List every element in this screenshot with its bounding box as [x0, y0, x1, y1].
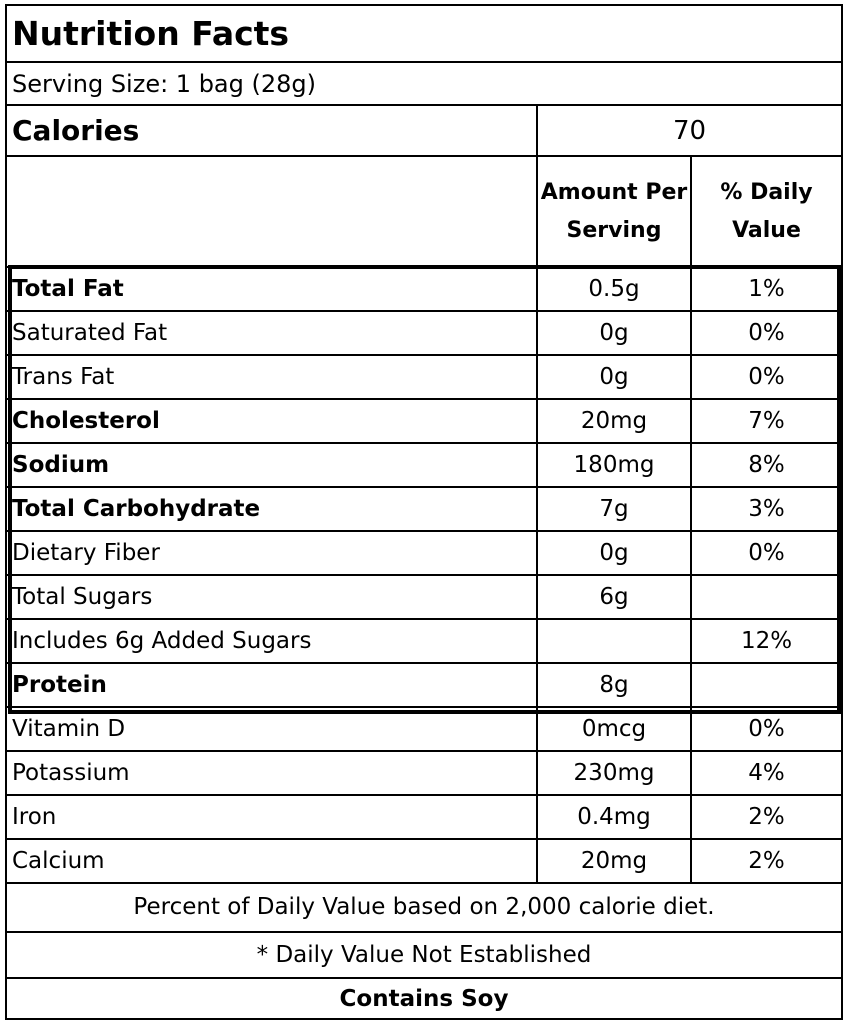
- nutrient-amount: 0g: [536, 532, 690, 574]
- row-trans-fat: [7, 356, 841, 400]
- nutrient-amount: 7g: [536, 488, 690, 530]
- header-spacer: [7, 157, 536, 266]
- label-title: Nutrition Facts: [12, 14, 290, 53]
- calories-label: Calories: [12, 114, 140, 147]
- nutrient-name: Protein: [12, 672, 107, 698]
- amount-per-serving-header: Amount Per Serving: [536, 157, 690, 266]
- calories-value: 70: [536, 106, 841, 155]
- nutrient-amount: [536, 620, 690, 662]
- nutrient-name: Includes 6g Added Sugars: [12, 628, 312, 654]
- allergen-row: [7, 979, 841, 1018]
- nutrient-amount: 230mg: [536, 752, 690, 794]
- row-iron: [7, 796, 841, 840]
- nutrient-amount: 20mg: [536, 400, 690, 442]
- serving-size: Serving Size: 1 bag (28g): [12, 69, 316, 98]
- nutrition-facts-label: [5, 4, 843, 1020]
- nutrient-daily-value: [690, 576, 841, 618]
- daily-value-basis-note: Percent of Daily Value based on 2,000 calorie diet.: [133, 894, 715, 920]
- nutrient-daily-value: 2%: [690, 840, 841, 882]
- nutrient-name: Total Fat: [12, 276, 124, 302]
- nutrient-daily-value: 1%: [690, 268, 841, 310]
- nutrient-daily-value: 12%: [690, 620, 841, 662]
- nutrient-name: Dietary Fiber: [12, 540, 160, 566]
- nutrient-amount: 20mg: [536, 840, 690, 882]
- nutrient-name: Total Sugars: [12, 584, 153, 610]
- nutrient-name: Iron: [12, 804, 57, 830]
- row-calcium: [7, 840, 841, 884]
- nutrient-name: Saturated Fat: [12, 320, 168, 346]
- nutrient-name: Trans Fat: [12, 364, 115, 390]
- nutrient-name: Sodium: [12, 452, 110, 478]
- nutrient-daily-value: 0%: [690, 708, 841, 750]
- row-saturated-fat: [7, 312, 841, 356]
- not-established-note: * Daily Value Not Established: [256, 942, 592, 968]
- nutrient-name: Potassium: [12, 760, 130, 786]
- not-established-row: [7, 933, 841, 979]
- row-potassium: [7, 752, 841, 796]
- nutrient-amount: 180mg: [536, 444, 690, 486]
- nutrient-daily-value: 7%: [690, 400, 841, 442]
- nutrient-daily-value: [690, 664, 841, 706]
- title-row: [7, 6, 841, 63]
- row-sodium: [7, 444, 841, 488]
- nutrient-daily-value: 4%: [690, 752, 841, 794]
- row-includes-6g-added-sugars: [7, 620, 841, 664]
- row-protein: [7, 664, 841, 708]
- nutrient-amount: 0.4mg: [536, 796, 690, 838]
- nutrient-amount: 0g: [536, 312, 690, 354]
- calories-row: [7, 106, 841, 157]
- column-header-row: [7, 157, 841, 268]
- row-vitamin-d: [7, 708, 841, 752]
- nutrient-name: Calcium: [12, 848, 105, 874]
- nutrient-daily-value: 0%: [690, 532, 841, 574]
- allergen-statement: Contains Soy: [339, 985, 509, 1012]
- daily-value-header: % Daily Value: [690, 157, 841, 266]
- row-total-fat: [7, 268, 841, 312]
- nutrient-daily-value: 0%: [690, 312, 841, 354]
- row-total-sugars: [7, 576, 841, 620]
- nutrient-daily-value: 3%: [690, 488, 841, 530]
- nutrient-name: Total Carbohydrate: [12, 496, 261, 522]
- nutrient-name: Cholesterol: [12, 408, 160, 434]
- nutrient-amount: 6g: [536, 576, 690, 618]
- nutrient-daily-value: 2%: [690, 796, 841, 838]
- nutrient-amount: 0g: [536, 356, 690, 398]
- footnote-row: [7, 883, 841, 933]
- serving-size-row: [7, 63, 841, 106]
- nutrient-daily-value: 0%: [690, 356, 841, 398]
- nutrient-amount: 8g: [536, 664, 690, 706]
- nutrient-amount: 0mcg: [536, 708, 690, 750]
- nutrient-amount: 0.5g: [536, 268, 690, 310]
- row-dietary-fiber: [7, 532, 841, 576]
- nutrient-daily-value: 8%: [690, 444, 841, 486]
- row-cholesterol: [7, 400, 841, 444]
- row-total-carbohydrate: [7, 488, 841, 532]
- nutrient-name: Vitamin D: [12, 716, 126, 742]
